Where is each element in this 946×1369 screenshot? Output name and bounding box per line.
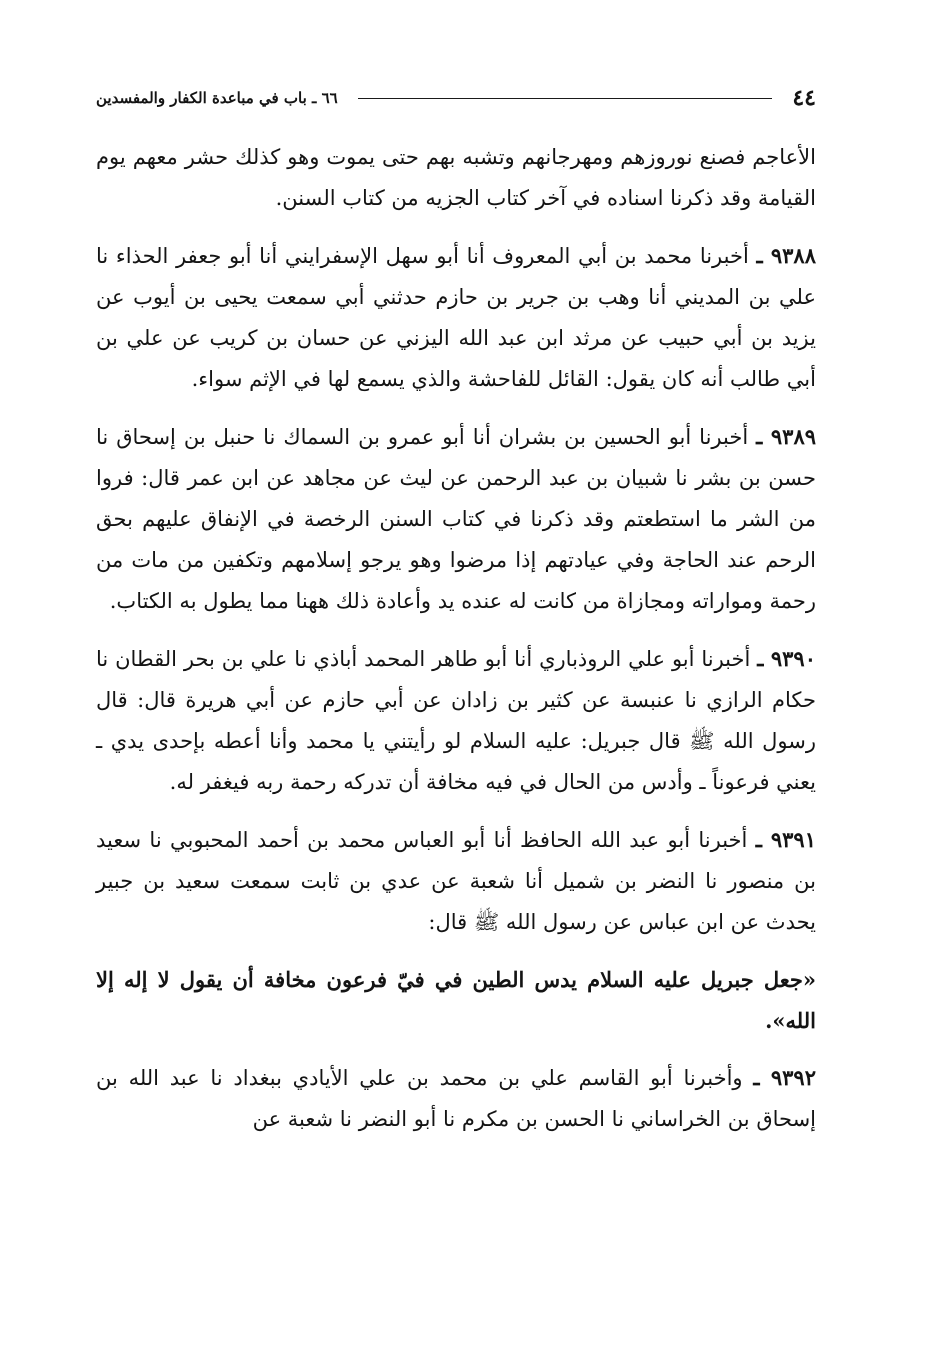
running-header [96, 78, 816, 118]
paragraph-text: وأخبرنا أبو القاسم علي بن محمد بن علي الأيادي ببغداد نا عبد الله بن إسحاق بن الخراساني نا الحسن بن مكرم نا أبو النضر نا شعبة عن [96, 1066, 816, 1131]
paragraph [96, 1057, 816, 1140]
hadith-number: ٩٣٩٢ ـ [753, 1065, 816, 1090]
paragraph [96, 136, 816, 219]
paragraph-text: الأعاجم فصنع نوروزهم ومهرجانهم وتشبه بهم حتى يموت وهو كذلك حشر معهم يوم القيامة وقد ذكرنا اسناده في آخر كتاب الجزيه من كتاب السنن. [96, 145, 816, 210]
paragraph-text: أخبرنا أبو عبد الله الحافظ أنا أبو العباس محمد بن أحمد المحبوبي نا سعيد بن منصور نا النضر بن شميل أنا شعبة عن عدي بن ثابت سمعت سعيد بن جبير يحدث عن ابن عباس عن رسول الله ﷺ قال: [96, 828, 816, 934]
paragraph [96, 819, 816, 943]
book-page [96, 78, 816, 1298]
paragraph-text: «جعل جبريل عليه السلام يدس الطين في فيّ فرعون مخافة أن يقول لا إله إلا الله». [96, 967, 816, 1033]
hadith-number: ٩٣٨٨ ـ [756, 243, 816, 268]
hadith-number: ٩٣٩٠ ـ [757, 646, 816, 671]
hadith-number: ٩٣٨٩ ـ [756, 424, 817, 449]
header-divider [358, 98, 773, 99]
paragraph [96, 638, 816, 803]
paragraph-text: أخبرنا محمد بن أبي المعروف أنا أبو سهل الإسفرايني أنا أبو جعفر الحذاء نا علي بن المديني أنا وهب بن جرير بن حازم حدثني أبي سمعت يحيى بن أيوب عن يزيد بن أبي حبيب عن مرثد ابن عبد الله اليزني عن حسان بن كريب عن علي بن أبي طالب أنه كان يقول: القائل للفاحشة والذي يسمع لها في الإثم سواء. [96, 244, 816, 391]
body-text [96, 136, 816, 1140]
paragraph-text: أخبرنا أبو علي الروذباري أنا أبو طاهر المحمد أباذي نا علي بن بحر القطان نا حكام الرازي نا عنبسة عن كثير بن زادان عن أبي حازم عن أبي هريرة قال: قال رسول الله ﷺ قال جبريل: عليه السلام لو رأيتني يا محمد وأنا أعطه بإحدى يدي ـ يعني فرعوناً ـ وأدس من الحال في فيه مخافة أن تدركه رحمة ربه فيغفر له. [96, 647, 816, 794]
page-number: ٤٤ [792, 85, 816, 111]
paragraph-text: أخبرنا أبو الحسين بن بشران أنا أبو عمرو بن السماك نا حنبل بن إسحاق نا حسن بن بشر نا شبيان بن عبد الرحمن عن ليث عن مجاهد عن ابن عمر قال: فروا من الشر ما استطعتم وقد ذكرنا في كتاب السنن الرخصة في الإنفاق عليهم بحق الرحم عند الحاجة وفي عيادتهم إذا مرضوا وهو يرجو إسلامهم وتكفين من مات من رحمة ومواراته ومجازاة من كانت له عنده يد وأعادة ذلك ههنا مما يطول به الكتاب. [96, 425, 816, 613]
paragraph [96, 235, 816, 400]
chapter-title: ٦٦ ـ باب في مباعدة الكفار والمفسدين [96, 89, 338, 107]
paragraph [96, 416, 816, 622]
hadith-quote [96, 959, 816, 1041]
hadith-number: ٩٣٩١ ـ [755, 827, 816, 852]
